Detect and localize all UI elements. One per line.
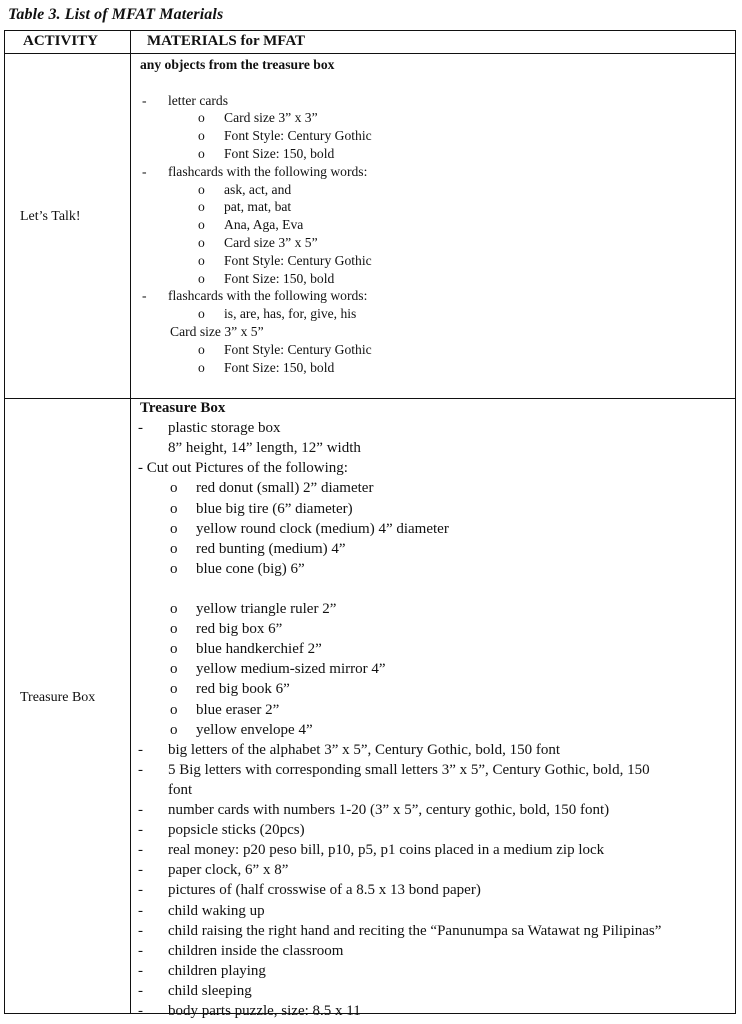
dash-marker: -	[138, 942, 143, 959]
material-item: flashcards with the following words:	[168, 288, 368, 304]
material-item: child sleeping	[168, 982, 252, 999]
bullet-marker: o	[198, 199, 205, 215]
material-item: blue cone (big) 6”	[196, 560, 305, 577]
dash-marker: -	[142, 288, 147, 304]
material-item: popsicle sticks (20pcs)	[168, 822, 305, 839]
section-heading: any objects from the treasure box	[140, 57, 335, 72]
dash-marker: -	[138, 741, 143, 758]
material-item: red big book 6”	[196, 681, 290, 698]
dash-marker: -	[142, 163, 147, 179]
header-activity: ACTIVITY	[23, 33, 99, 49]
activity-lets-talk: Let’s Talk!	[20, 209, 81, 224]
bullet-marker: o	[170, 601, 178, 617]
dash-marker: -	[138, 962, 143, 979]
material-item: red bunting (medium) 4”	[196, 540, 346, 557]
material-item: paper clock, 6” x 8”	[168, 862, 289, 879]
bullet-marker: o	[198, 146, 205, 161]
section-heading: Treasure Box	[140, 400, 226, 416]
bullet-marker: o	[170, 721, 178, 738]
table-header-row	[4, 30, 736, 54]
material-item: ask, act, and	[224, 181, 292, 197]
bullet-marker: o	[198, 235, 205, 250]
bullet-marker: o	[198, 306, 205, 322]
bullet-marker: o	[170, 500, 178, 517]
dash-marker: -	[138, 822, 143, 839]
dash-marker: -	[138, 862, 143, 879]
material-item: Font Size: 150, bold	[224, 146, 335, 161]
row2-divider	[130, 398, 131, 1014]
material-item: - Cut out Pictures of the following:	[138, 460, 348, 477]
material-item: pictures of (half crosswise of a 8.5 x 13 bond paper)	[168, 882, 481, 899]
material-item: blue eraser 2”	[196, 701, 280, 718]
bullet-marker: o	[198, 181, 205, 197]
dash-marker: -	[138, 761, 143, 778]
dash-marker: -	[142, 92, 147, 108]
material-item: is, are, has, for, give, his	[224, 306, 357, 322]
material-item: pat, mat, bat	[224, 199, 292, 215]
material-item: yellow round clock (medium) 4” diameter	[196, 520, 449, 537]
dash-marker: -	[138, 882, 143, 899]
material-item: children playing	[168, 962, 266, 979]
material-item: 8” height, 14” length, 12” width	[168, 440, 361, 457]
material-item: blue handkerchief 2”	[196, 641, 322, 658]
material-item: Ana, Aga, Eva	[224, 217, 304, 233]
material-item: Card size 3” x 3”	[224, 110, 318, 126]
bullet-marker: o	[170, 641, 178, 658]
material-item: Card size 3” x 5”	[170, 324, 264, 339]
material-item: letter cards	[168, 92, 229, 108]
bullet-marker: o	[170, 621, 178, 638]
bullet-marker: o	[198, 217, 205, 233]
bullet-marker: o	[170, 560, 178, 577]
material-item: child raising the right hand and reciting the “Panunumpa sa Watawat ng Pilipinas”	[168, 922, 662, 939]
row1-divider	[130, 53, 131, 399]
table-caption: Table 3. List of MFAT Materials	[8, 6, 224, 23]
activity-treasure-box: Treasure Box	[20, 690, 96, 705]
bullet-marker: o	[170, 661, 178, 678]
material-item: blue big tire (6” diameter)	[196, 500, 353, 517]
dash-marker: -	[138, 1003, 143, 1019]
material-item: real money: p20 peso bill, p10, p5, p1 coins placed in a medium zip lock	[168, 842, 605, 859]
material-item: red big box 6”	[196, 621, 283, 638]
dash-marker: -	[138, 902, 143, 919]
material-item: font	[168, 781, 193, 798]
material-item: yellow triangle ruler 2”	[196, 601, 337, 617]
bullet-marker: o	[198, 359, 205, 375]
bullet-marker: o	[170, 520, 178, 537]
bullet-marker: o	[198, 110, 205, 126]
material-item: 5 Big letters with corresponding small letters 3” x 5”, Century Gothic, bold, 150	[168, 761, 650, 778]
bullet-marker: o	[198, 341, 205, 357]
material-item: children inside the classroom	[168, 942, 344, 959]
header-divider	[130, 30, 131, 54]
bullet-marker: o	[170, 540, 178, 557]
material-item: yellow envelope 4”	[196, 721, 313, 738]
material-item: red donut (small) 2” diameter	[196, 480, 374, 497]
material-item: flashcards with the following words:	[168, 163, 368, 179]
material-item: child waking up	[168, 902, 265, 919]
dash-marker: -	[138, 420, 143, 437]
dash-marker: -	[138, 802, 143, 818]
bullet-marker: o	[170, 681, 178, 698]
dash-marker: -	[138, 922, 143, 939]
material-item: Font Size: 150, bold	[224, 270, 335, 286]
bullet-marker: o	[198, 252, 205, 268]
bullet-marker: o	[170, 701, 178, 718]
bullet-marker: o	[170, 480, 178, 497]
material-item: Font Style: Century Gothic	[224, 341, 372, 357]
material-item: Font Size: 150, bold	[224, 359, 335, 375]
dash-marker: -	[138, 982, 143, 999]
bullet-marker: o	[198, 128, 205, 144]
material-item: big letters of the alphabet 3” x 5”, Century Gothic, bold, 150 font	[168, 741, 560, 758]
material-item: yellow medium-sized mirror 4”	[196, 661, 386, 678]
material-item: Card size 3” x 5”	[224, 235, 318, 250]
material-item: Font Style: Century Gothic	[224, 128, 372, 144]
material-item: number cards with numbers 1-20 (3” x 5”, century gothic, bold, 150 font)	[168, 802, 610, 818]
header-materials: MATERIALS for MFAT	[147, 33, 306, 49]
material-item: Font Style: Century Gothic	[224, 252, 372, 268]
material-item: plastic storage box	[168, 420, 281, 437]
dash-marker: -	[138, 842, 143, 859]
bullet-marker: o	[198, 270, 205, 286]
material-item: body parts puzzle, size: 8.5 x 11	[168, 1003, 361, 1019]
